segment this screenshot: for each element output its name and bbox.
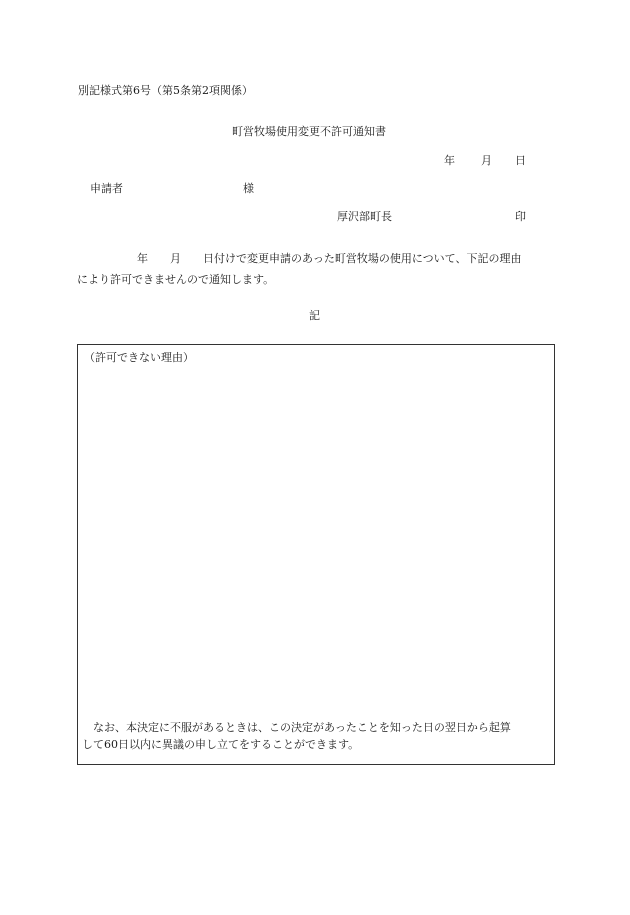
reason-box xyxy=(77,344,555,765)
body-line-2: により許可できませんので通知します。 xyxy=(77,273,275,286)
seal-mark: 印 xyxy=(515,210,526,223)
date-day-label: 日 xyxy=(515,154,526,167)
body-line-1-text: 日付けで変更申請のあった町営牧場の使用について、下記の理由 xyxy=(203,252,522,265)
appeal-notice-line-2: して60日以内に異議の申し立てをすることができます。 xyxy=(82,738,360,751)
issuer-name: 厚沢部町長 xyxy=(337,210,392,223)
document-title: 町営牧場使用変更不許可通知書 xyxy=(232,125,386,138)
body-year-label: 年 xyxy=(137,252,148,265)
reason-box-label: （許可できない理由） xyxy=(84,351,194,364)
body-line-1 xyxy=(137,252,521,266)
date-year-label: 年 xyxy=(444,154,455,167)
body-month-label: 月 xyxy=(170,252,181,265)
form-number-label: 別記様式第6号（第5条第2項関係） xyxy=(78,84,253,97)
ki-heading: 記 xyxy=(309,309,320,322)
applicant-honorific: 様 xyxy=(243,182,254,195)
date-month-label: 月 xyxy=(481,154,492,167)
appeal-notice-line-1: なお、本決定に不服があるときは、この決定があったことを知った日の翌日から起算 xyxy=(93,721,511,734)
applicant-label: 申請者 xyxy=(90,182,123,195)
